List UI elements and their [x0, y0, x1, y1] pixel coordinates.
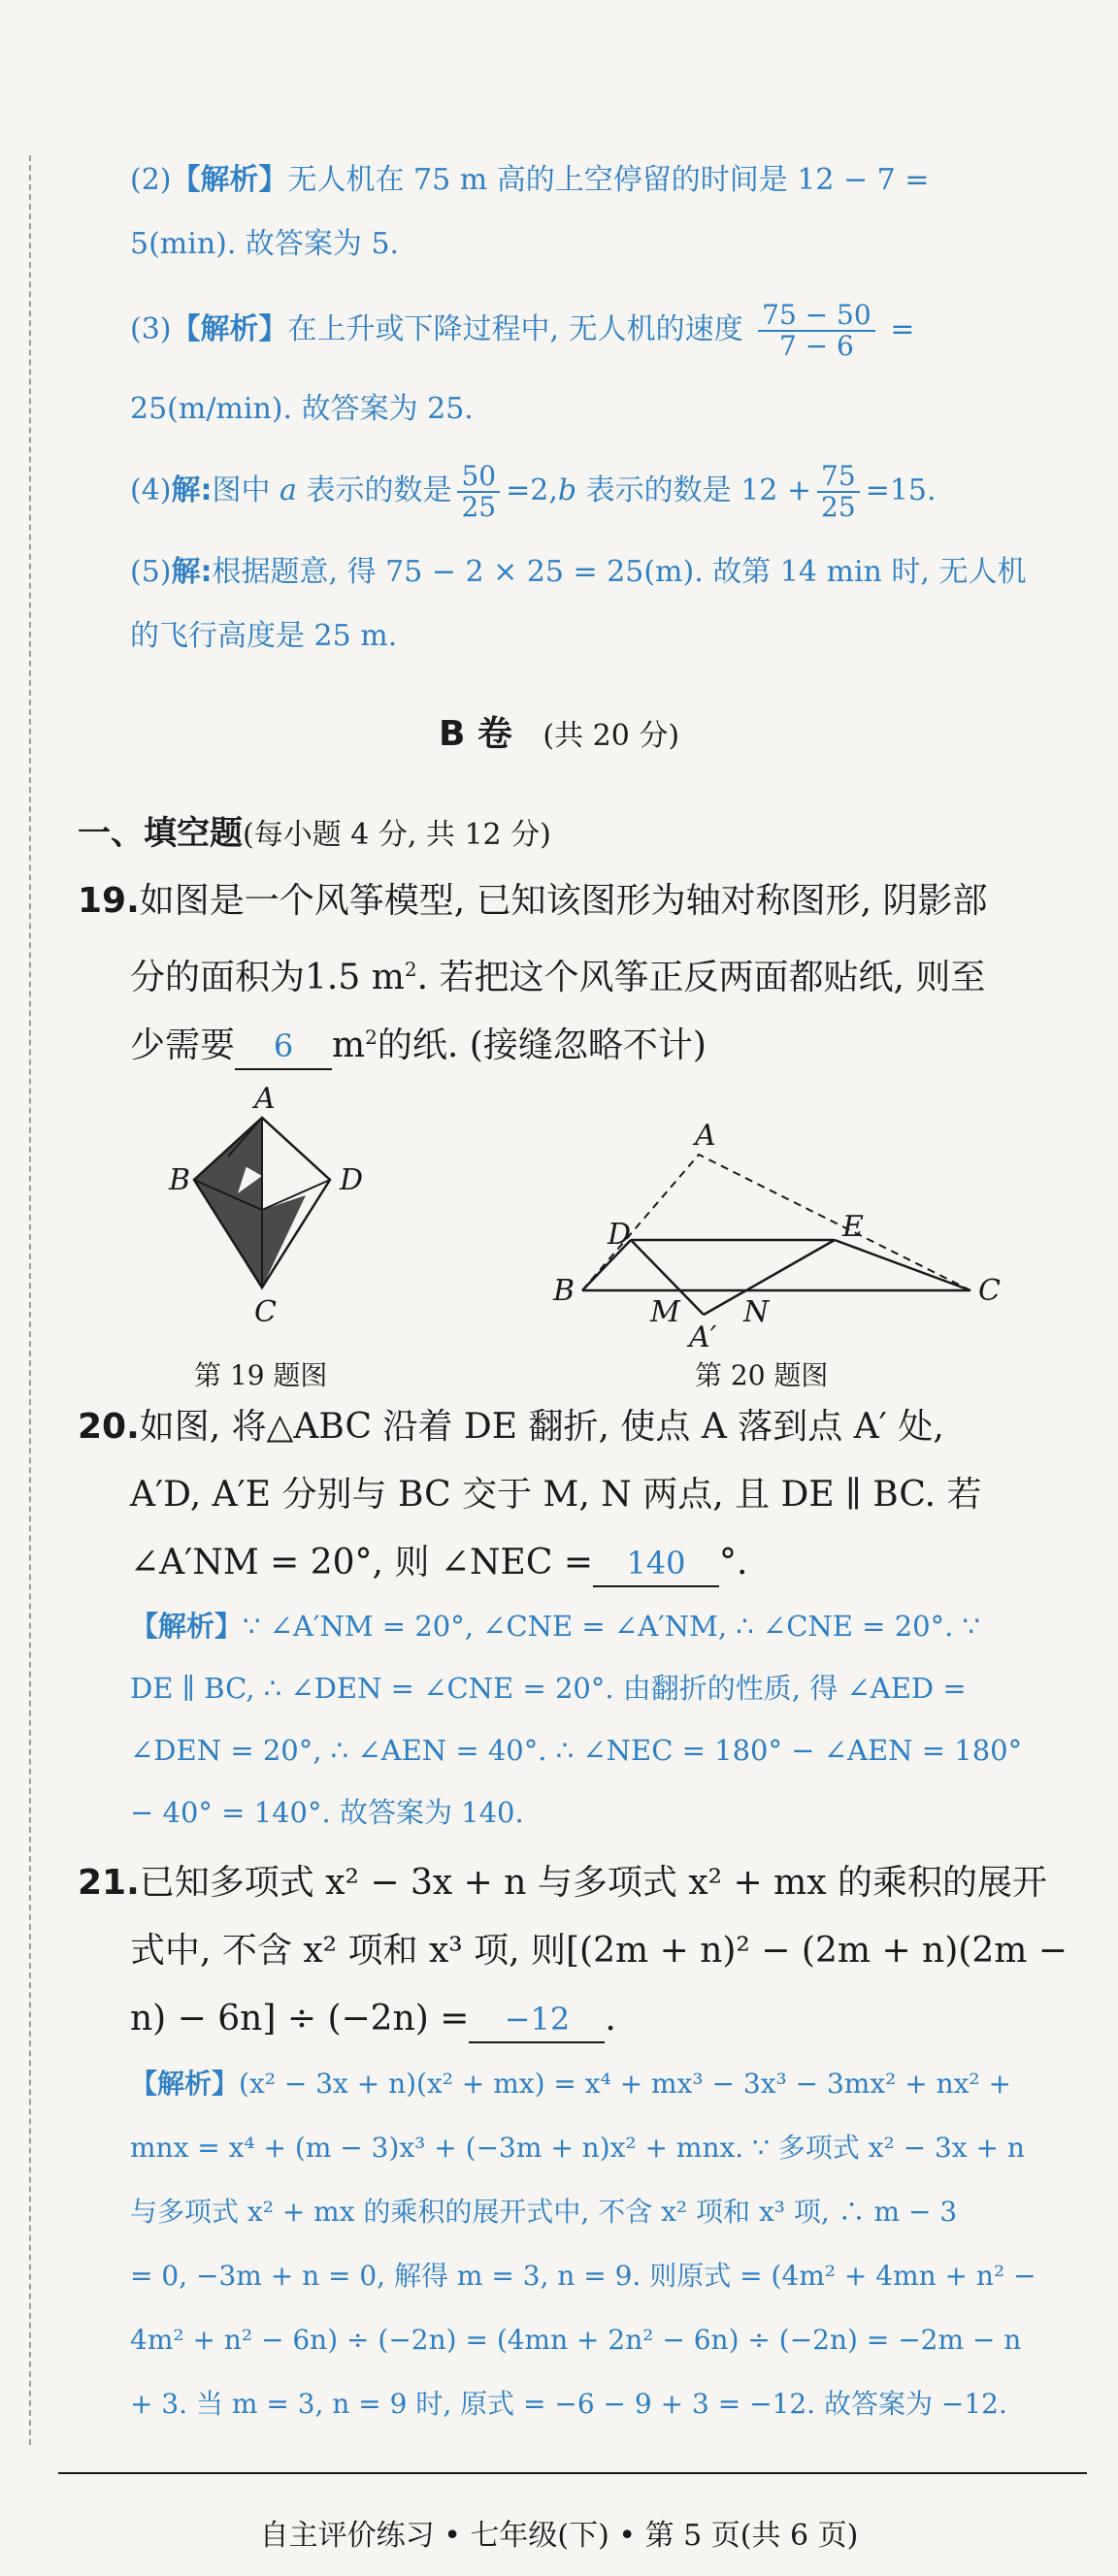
part3-line1: (3)【解析】在上升或下降过程中, 无人机的速度 $\frac{75 - 50}{7 - 6}$ =: [130, 299, 915, 362]
fig20-label-e: E: [842, 1210, 864, 1244]
q19-line2: 分的面积为1.5 $m^2$. 若把这个风筝正反两面都贴纸, 则至: [130, 958, 986, 997]
speed-fraction: $\frac{75 - 50}{7 - 6}$: [758, 301, 875, 361]
part-heading: 一、填空题(每小题 4 分, 共 12 分): [78, 814, 551, 853]
q19-line1: 19.如图是一个风筝模型, 已知该图形为轴对称图形, 阴影部: [78, 881, 988, 921]
part2-line1: (2)【解析】无人机在 75 m 高的上空停留的时间是 12 − 7 =: [130, 163, 930, 197]
part5-line1: (5)解:根据题意, 得 75 − 2 × 25 = 25(m). 故第 14 min 时, 无人机: [130, 555, 1027, 589]
line-ea1: [704, 1240, 835, 1315]
fig20-label-c: C: [978, 1274, 1001, 1308]
kite-label-b: B: [169, 1163, 191, 1197]
fig20-label-d: D: [608, 1218, 632, 1252]
q21-analysis-line4: = 0, −3m + n = 0, 解得 m = 3, n = 9. 则原式 = (4m² + 4mn + n² −: [130, 2260, 1036, 2292]
part4-line: (4)解:图中 a 表示的数是 $\frac{50}{25}$ =2,b 表示的数是 12 + $\frac{75}{25}$ =15.: [130, 460, 937, 523]
fig20-label-b: B: [553, 1274, 575, 1308]
fraction-50-25: $\frac{50}{25}$: [457, 462, 500, 522]
fig20-label-m: M: [650, 1295, 680, 1329]
fig20-label-a1: A′: [689, 1321, 717, 1354]
q20-line1: 20.如图, 将△ABC 沿着 DE 翻折, 使点 A 落到点 A′ 处,: [78, 1407, 944, 1447]
kite-figure: [165, 1079, 398, 1360]
kite-shade-lower-right: [262, 1195, 306, 1288]
b-section-title: B 卷 (共 20 分): [438, 714, 680, 754]
q20-analysis-line1: 【解析】∵ ∠A′NM = 20°, ∠CNE = ∠A′NM, ∴ ∠CNE = 20°. ∵: [130, 1610, 980, 1643]
q19-answer-blank: 6: [235, 1024, 332, 1070]
line-ec: [835, 1240, 970, 1290]
kite-label-d: D: [340, 1163, 364, 1197]
part3-line2: 25(m/min). 故答案为 25.: [130, 392, 474, 426]
page-footer: 自主评价练习 • 七年级(下) • 第 5 页(共 6 页): [259, 2519, 859, 2553]
q21-analysis-line1: 【解析】(x² − 3x + n)(x² + mx) = x⁴ + mx³ − 3x³ − 3mx² + nx² +: [130, 2068, 1012, 2100]
q21-analysis-line2: mnx = x⁴ + (m − 3)x³ + (−3m + n)x² + mnx. ∵ 多项式 x² − 3x + n: [130, 2132, 1025, 2164]
part5-line2: 的飞行高度是 25 m.: [130, 619, 398, 653]
q20-analysis-line3: ∠DEN = 20°, ∴ ∠AEN = 40°. ∴ ∠NEC = 180° − ∠AEN = 180°: [130, 1734, 1023, 1767]
fig20-label-n: N: [743, 1295, 770, 1329]
fig20-label-a: A: [695, 1119, 716, 1153]
part2-line2: 5(min). 故答案为 5.: [130, 227, 400, 261]
q21-line3: n) − 6n] ÷ (−2n) = −12 .: [130, 1997, 616, 2043]
kite-label-a: A: [254, 1082, 276, 1116]
fraction-75-25: $\frac{75}{25}$: [817, 462, 860, 522]
q21-line1: 21.已知多项式 x² − 3x + n 与多项式 x² + mx 的乘积的展开: [78, 1863, 1048, 1903]
binding-margin-line: [29, 155, 31, 2445]
footer-rule: [58, 2472, 1087, 2474]
q20-answer-blank: 140: [593, 1541, 719, 1587]
fig19-caption: 第 19 题图: [194, 1359, 328, 1391]
q20-line3: ∠A′NM = 20°, 则 ∠NEC = 140 °.: [130, 1541, 747, 1587]
fig20-caption: 第 20 题图: [695, 1359, 829, 1391]
q20-line2: A′D, A′E 分别与 BC 交于 M, N 两点, 且 DE ∥ BC. 若: [130, 1475, 982, 1515]
q21-analysis-line5: 4m² + n² − 6n) ÷ (−2n) = (4mn + 2n² − 6n) ÷ (−2n) = −2m − n: [130, 2324, 1022, 2356]
q19-line3: 少需要 6 $m^2$的纸. (接缝忽略不计): [130, 1015, 707, 1070]
kite-label-c: C: [254, 1295, 277, 1329]
q21-answer-blank: −12: [469, 1997, 605, 2043]
q21-analysis-line3: 与多项式 x² + mx 的乘积的展开式中, 不含 x² 项和 x³ 项, ∴ m − 3: [130, 2196, 958, 2228]
q20-analysis-line4: − 40° = 140°. 故答案为 140.: [130, 1796, 524, 1829]
q20-analysis-line2: DE ∥ BC, ∴ ∠DEN = ∠CNE = 20°. 由翻折的性质, 得 ∠AED =: [130, 1672, 967, 1705]
triangle-fold-figure: [543, 1116, 1001, 1358]
q21-line2: 式中, 不含 x² 项和 x³ 项, 则[(2m + n)² − (2m + n)(2m −: [130, 1931, 1068, 1971]
q21-analysis-line6: + 3. 当 m = 3, n = 9 时, 原式 = −6 − 9 + 3 = −12. 故答案为 −12.: [130, 2388, 1007, 2420]
